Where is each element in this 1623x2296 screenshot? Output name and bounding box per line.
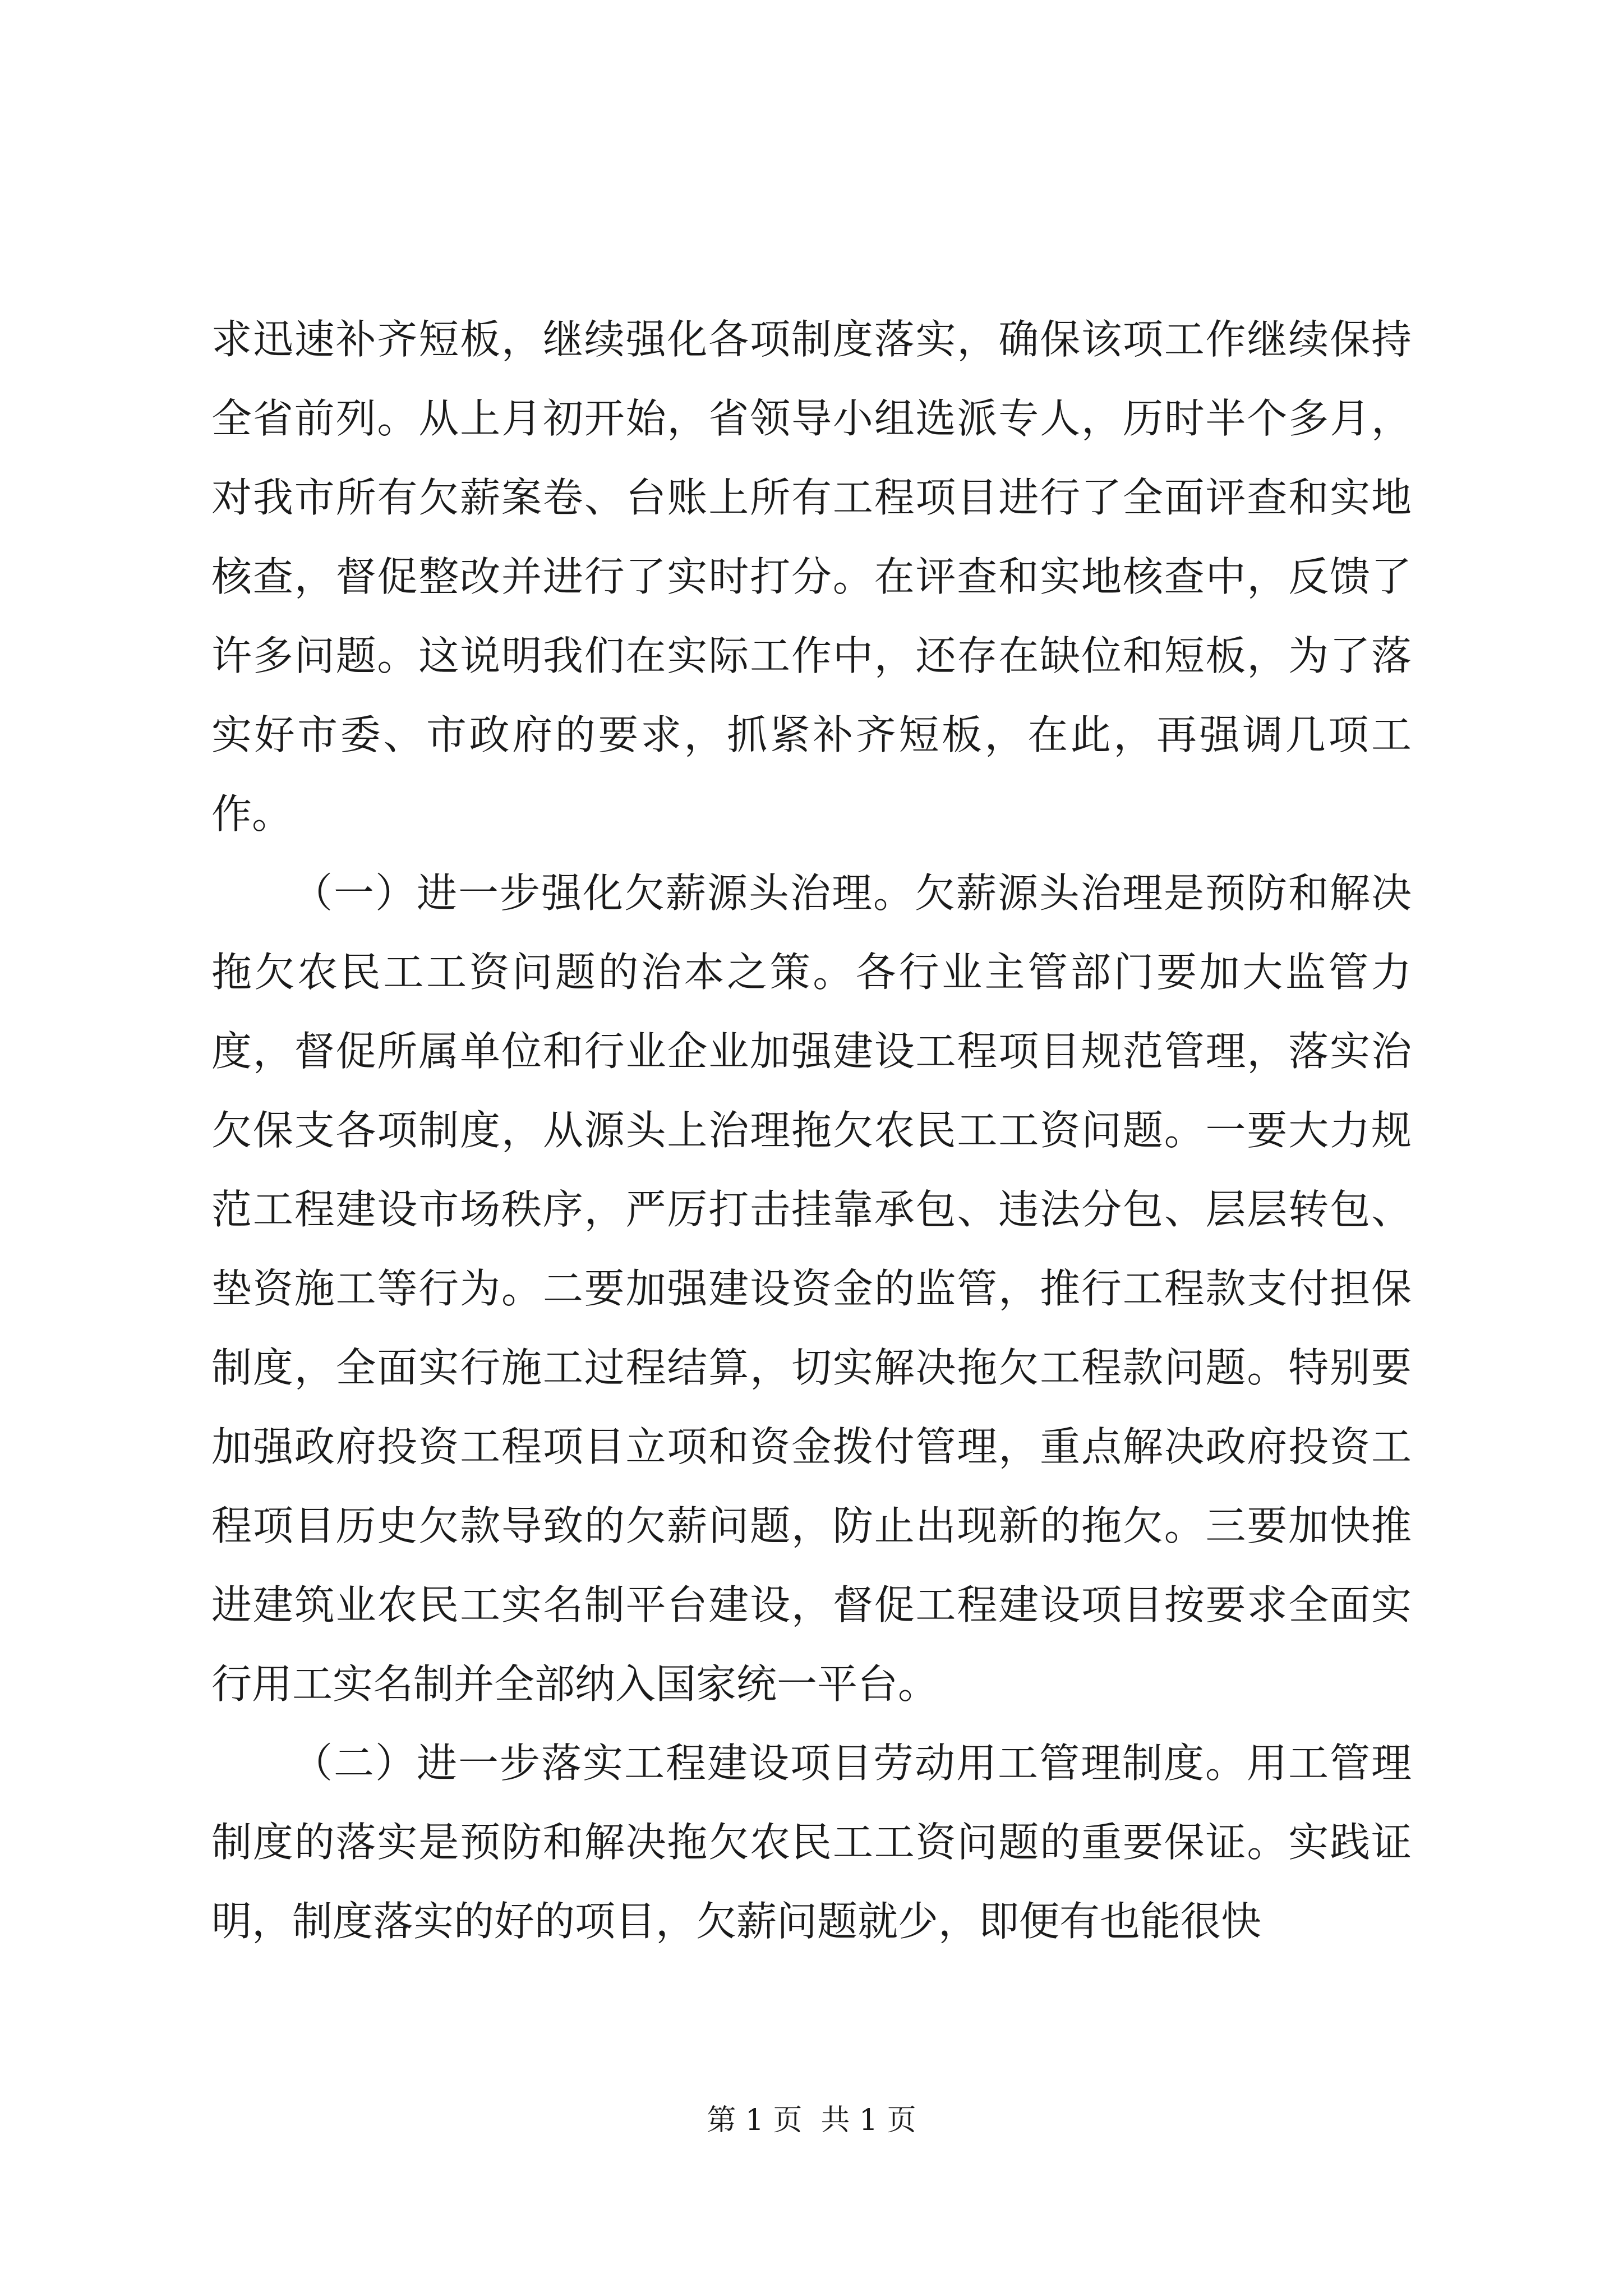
document-body	[211, 300, 1412, 1961]
paragraph-3: （二）进一步落实工程建设项目劳动用工管理制度。用工管理制度的落实是预防和解决拖欠农民工工资问题的重要保证。实践证明，制度落实的好的项目，欠薪问题就少，即便有也能很快	[211, 1740, 1412, 1945]
paragraph-1: 求迅速补齐短板，继续强化各项制度落实，确保该项工作继续保持全省前列。从上月初开始，省领导小组选派专人，历时半个多月，对我市所有欠薪案卷、台账上所有工程项目进行了全面评查和实地核查，督促整改并进行了实时打分。在评查和实地核查中，反馈了许多问题。这说明我们在实际工作中，还存在缺位和短板，为了落实好市委、市政府的要求，抓紧补齐短板，在此，再强调几项工作。	[211, 316, 1412, 838]
paragraph-2: （一）进一步强化欠薪源头治理。欠薪源头治理是预防和解决拖欠农民工工资问题的治本之策。各行业主管部门要加大监管力度，督促所属单位和行业企业加强建设工程项目规范管理，落实治欠保支各项制度，从源头上治理拖欠农民工工资问题。一要大力规范工程建设市场秩序，严厉打击挂靠承包、违法分包、层层转包、垫资施工等行为。二要加强建设资金的监管，推行工程款支付担保制度，全面实行施工过程结算，切实解决拖欠工程款问题。特别要加强政府投资工程项目立项和资金拨付管理，重点解决政府投资工程项目历史欠款导致的欠薪问题，防止出现新的拖欠。三要加快推进建筑业农民工实名制平台建设，督促工程建设项目按要求全面实行用工实名制并全部纳入国家统一平台。	[211, 869, 1412, 1708]
page-number-label: 第 1 页 共 1 页	[707, 2104, 916, 2137]
page-footer	[0, 2101, 1623, 2140]
